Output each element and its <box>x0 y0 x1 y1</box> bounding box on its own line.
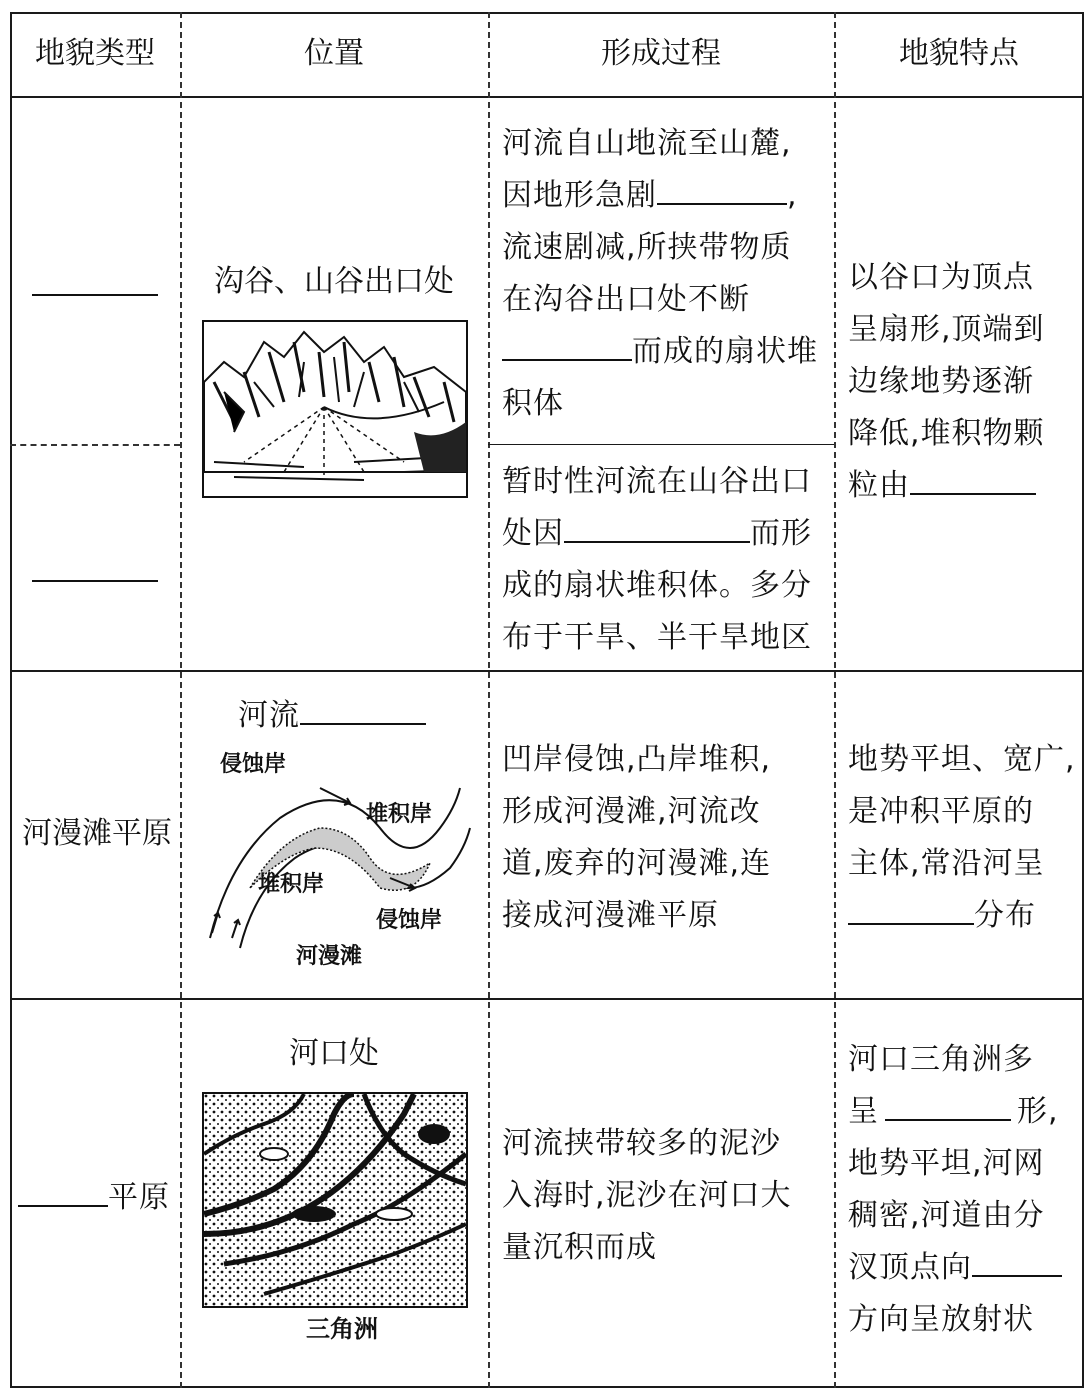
row-sep-1 <box>10 670 1084 672</box>
row-sep-2 <box>10 998 1084 1000</box>
label-erosion-bank-top: 侵蚀岸 <box>220 752 287 777</box>
header-position: 位置 <box>304 36 364 71</box>
position-river: 河流 <box>238 690 478 742</box>
blank-deposition[interactable] <box>502 331 632 361</box>
type-floodplain: 河漫滩平原 <box>22 816 172 851</box>
alluvial-fan-illustration <box>202 320 468 498</box>
blank-distribution[interactable] <box>848 895 974 925</box>
delta-map-icon <box>204 1094 466 1306</box>
type-delta: 平原 <box>18 1172 180 1224</box>
blank-cause[interactable] <box>564 513 750 543</box>
feature-fan: 以谷口为顶点 呈扇形,顶端到 边缘地势逐渐 降低,堆积物颗 粒由 <box>848 260 1045 503</box>
landform-table <box>10 12 1084 1388</box>
delta-illustration <box>202 1092 468 1308</box>
position-river-mouth: 河口处 <box>289 1036 379 1071</box>
table-border-bottom <box>10 1386 1084 1388</box>
position-gully-exit: 沟谷、山谷出口处 <box>214 264 454 299</box>
header-type: 地貌类型 <box>35 36 155 71</box>
col-sep-3 <box>834 12 836 1388</box>
blank-delta-shape[interactable] <box>885 1091 1011 1121</box>
row1-process-split <box>488 444 834 445</box>
label-delta: 三角洲 <box>306 1315 378 1343</box>
label-deposit-bank-right: 堆积岸 <box>366 802 433 827</box>
type-blank-diluvial-fan[interactable] <box>32 552 158 582</box>
feature-floodplain: 地势平坦、宽广, 是冲积平原的 主体,常沿河呈 分布 <box>848 742 1076 933</box>
process-delta: 河流挟带较多的泥沙 入海时,泥沙在河口大 量沉积而成 <box>502 1126 792 1265</box>
row1-type-split <box>10 444 180 446</box>
process-floodplain: 凹岸侵蚀,凸岸堆积, 形成河漫滩,河流改 道,废弃的河漫滩,连 接成河漫滩平原 <box>502 742 772 933</box>
blank-grain-size[interactable] <box>910 465 1036 495</box>
table-border-left <box>10 12 12 1388</box>
label-floodplain: 河漫滩 <box>296 944 363 969</box>
col-sep-1 <box>180 12 182 1388</box>
header-divider <box>10 96 1084 98</box>
blank-direction[interactable] <box>972 1247 1062 1277</box>
feature-delta: 河口三角洲多 呈 形, 地势平坦,河网 稠密,河道由分 汊顶点向 方向呈放射状 <box>848 1034 1082 1346</box>
label-erosion-bank-bottom: 侵蚀岸 <box>376 908 443 933</box>
type-blank-alluvial-fan[interactable] <box>32 266 158 296</box>
table-border-top <box>10 12 1084 14</box>
process-diluvial-fan: 暂时性河流在山谷出口 处因 而形 成的扇状堆积体。多分 布于干旱、半干旱地区 <box>502 464 812 655</box>
label-deposit-bank-left: 堆积岸 <box>258 872 325 897</box>
blank-river-reach[interactable] <box>300 695 426 725</box>
col-sep-2 <box>488 12 490 1388</box>
fan-sketch-icon <box>204 322 466 496</box>
header-feature: 地貌特点 <box>899 36 1019 71</box>
blank-delta-type[interactable] <box>18 1177 108 1207</box>
header-process: 形成过程 <box>601 36 721 71</box>
blank-terrain-change[interactable] <box>657 175 787 205</box>
table-border-right <box>1082 12 1084 1388</box>
process-alluvial-fan: 河流自山地流至山麓, 因地形急剧 , 流速剧减,所挟带物质 在沟谷出口处不断 而成的扇状堆 积体 <box>502 126 818 421</box>
